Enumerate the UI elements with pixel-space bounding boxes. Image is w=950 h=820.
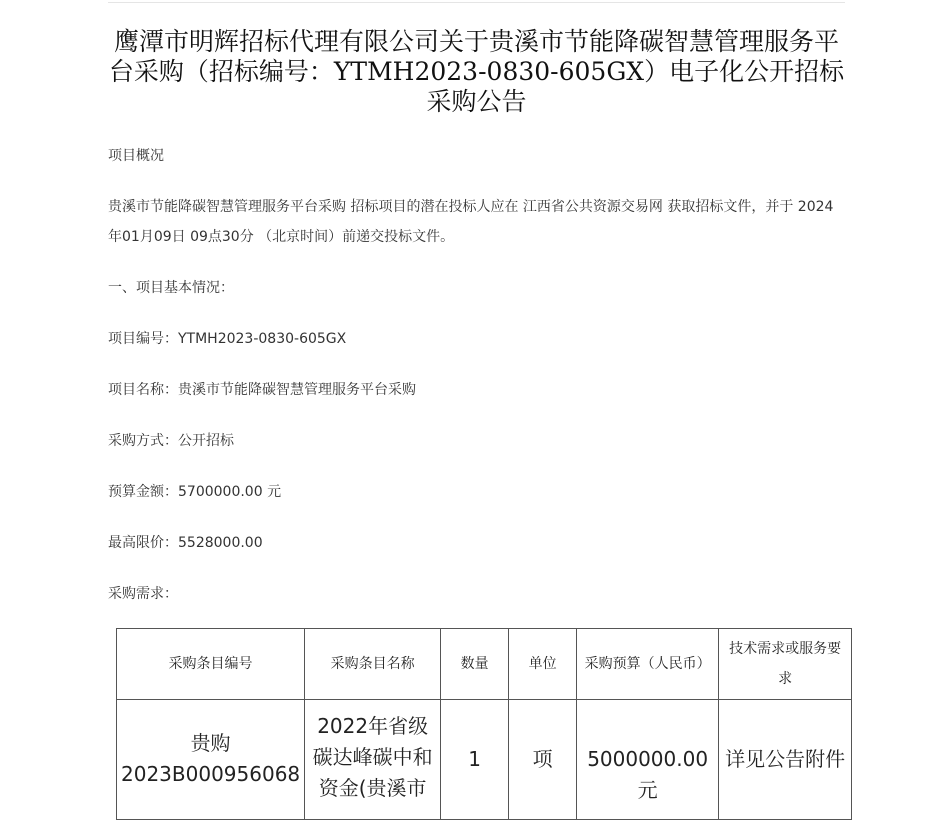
cell-requirement-text: 详见公告附件 xyxy=(725,747,846,771)
budget-label: 预算金额： xyxy=(108,484,178,500)
project-name-value: 贵溪市节能降碳智慧管理服务平台采购 xyxy=(178,382,416,398)
procurement-method-value: 公开招标 xyxy=(178,433,234,449)
cell-unit xyxy=(509,700,577,820)
requirements-table xyxy=(116,628,852,820)
header-quantity: 数量 xyxy=(441,629,509,700)
cell-item-name-text: 2022年省级碳达峰碳中和资金(贵溪市 xyxy=(312,714,433,800)
project-code-value: YTMH2023-0830-605GX xyxy=(178,331,347,347)
max-price-value: 5528000.00 xyxy=(178,535,263,551)
budget-line xyxy=(108,477,838,507)
header-item-code: 采购条目编号 xyxy=(117,629,305,700)
overview-heading: 项目概况 xyxy=(108,148,164,164)
cell-quantity xyxy=(441,700,509,820)
header-item-name: 采购条目名称 xyxy=(305,629,441,700)
table-row xyxy=(117,700,852,820)
cell-requirement xyxy=(719,700,852,820)
max-price-line xyxy=(108,528,838,558)
project-code-label: 项目编号： xyxy=(108,331,178,347)
procurement-method-line xyxy=(108,426,838,456)
cell-item-code-text: 贵购2023B000956068 xyxy=(121,731,301,786)
header-unit: 单位 xyxy=(509,629,577,700)
intro-paragraph: 贵溪市节能降碳智慧管理服务平台采购 招标项目的潜在投标人应在 江西省公共资源交易网 获取招标文件，并于 2024年01月09日 09点30分 （北京时间）前递交投标文件。 xyxy=(108,199,834,245)
header-budget: 采购预算（人民币） xyxy=(577,629,719,700)
page-title: 鹰潭市明辉招标代理有限公司关于贵溪市节能降碳智慧管理服务平台采购（招标编号：YTMH2023-0830-605GX）电子化公开招标采购公告 xyxy=(108,27,845,116)
project-code-line xyxy=(108,324,838,354)
max-price-label: 最高限价： xyxy=(108,535,178,551)
demand-heading: 采购需求： xyxy=(108,586,178,602)
cell-budget-text: 5000000.00元 xyxy=(587,747,709,802)
cell-unit-text: 项 xyxy=(532,747,553,771)
cell-quantity-text: 1 xyxy=(468,747,481,771)
cell-budget xyxy=(577,700,719,820)
table-header-row xyxy=(117,629,852,700)
project-name-label: 项目名称： xyxy=(108,382,178,398)
header-requirement: 技术需求或服务要求 xyxy=(719,629,852,700)
top-divider xyxy=(108,2,845,3)
section-basic-heading: 一、项目基本情况： xyxy=(108,280,234,296)
cell-item-code xyxy=(117,700,305,820)
project-name-line xyxy=(108,375,838,405)
budget-value: 5700000.00 元 xyxy=(178,484,282,500)
cell-item-name xyxy=(305,700,441,820)
procurement-method-label: 采购方式： xyxy=(108,433,178,449)
